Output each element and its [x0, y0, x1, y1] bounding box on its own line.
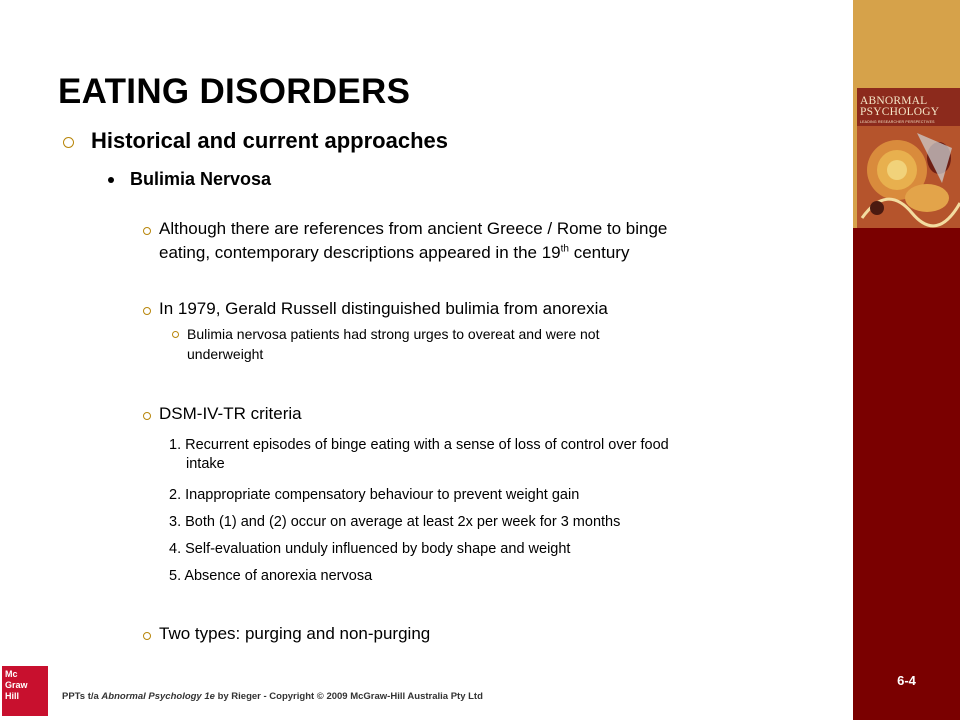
right-sidebar [853, 0, 960, 720]
point-two-types: Two types: purging and non-purging [159, 624, 431, 643]
book-cover-image [857, 88, 960, 228]
point-1-line-1: Although there are references from ancient Greece / Rome to binge [159, 219, 668, 238]
bullet-circle-icon [172, 331, 179, 338]
bullet-circle-icon [63, 137, 74, 148]
point-russell-sub-line-1: Bulimia nervosa patients had strong urges to overeat and were not [187, 326, 600, 342]
criterion-4: 4. Self-evaluation unduly influenced by body shape and weight [169, 541, 571, 557]
footer-copyright [62, 691, 483, 702]
book-title-line2: PSYCHOLOGY [860, 106, 940, 118]
criterion-1: 1. Recurrent episodes of binge eating with a sense of loss of control over food [169, 437, 669, 453]
point-1-line-2-end: century [569, 243, 630, 262]
bullet-dot-icon [108, 177, 114, 183]
bullet-circle-icon [143, 632, 151, 640]
criterion-5: 5. Absence of anorexia nervosa [169, 568, 373, 584]
slide-title: EATING DISORDERS [58, 72, 411, 111]
book-title-line1: ABNORMAL [860, 95, 928, 107]
bullet-circle-icon [143, 412, 151, 420]
footer-prefix: PPTs t/a [62, 691, 102, 702]
footer-suffix: by Rieger - Copyright © 2009 McGraw-Hill Australia Pty Ltd [214, 691, 483, 702]
criterion-3: 3. Both (1) and (2) occur on average at least 2x per week for 3 months [169, 514, 621, 530]
sidebar-gold-panel [853, 0, 960, 228]
point-1-line-2: eating, contemporary descriptions appeared in the 19 [159, 243, 561, 262]
bullet-circle-icon [143, 307, 151, 315]
point-russell-sub-line-2: underweight [187, 346, 264, 362]
criterion-1-continued: intake [186, 456, 225, 472]
slide-number: 6-4 [897, 673, 916, 688]
book-subtitle: LEADING RESEARCHER PERSPECTIVES [860, 120, 935, 124]
logo-line-3: Hill [5, 691, 20, 701]
logo-line-1: Mc [5, 669, 18, 679]
point-russell-sub [187, 324, 599, 364]
point-russell: In 1979, Gerald Russell distinguished bulimia from anorexia [159, 299, 608, 318]
bullet-circle-icon [143, 227, 151, 235]
mcgraw-hill-logo [2, 666, 48, 716]
subheading: Bulimia Nervosa [130, 169, 272, 189]
footer-book-title: Abnormal Psychology 1e [101, 691, 215, 702]
logo-line-2: Graw [5, 680, 28, 690]
superscript-th: th [560, 243, 569, 255]
book-title [860, 96, 958, 118]
heading: Historical and current approaches [91, 128, 448, 153]
point-dsm-criteria: DSM-IV-TR criteria [159, 404, 302, 423]
criterion-2: 2. Inappropriate compensatory behaviour to prevent weight gain [169, 487, 580, 503]
point-ancient-references [159, 217, 667, 265]
